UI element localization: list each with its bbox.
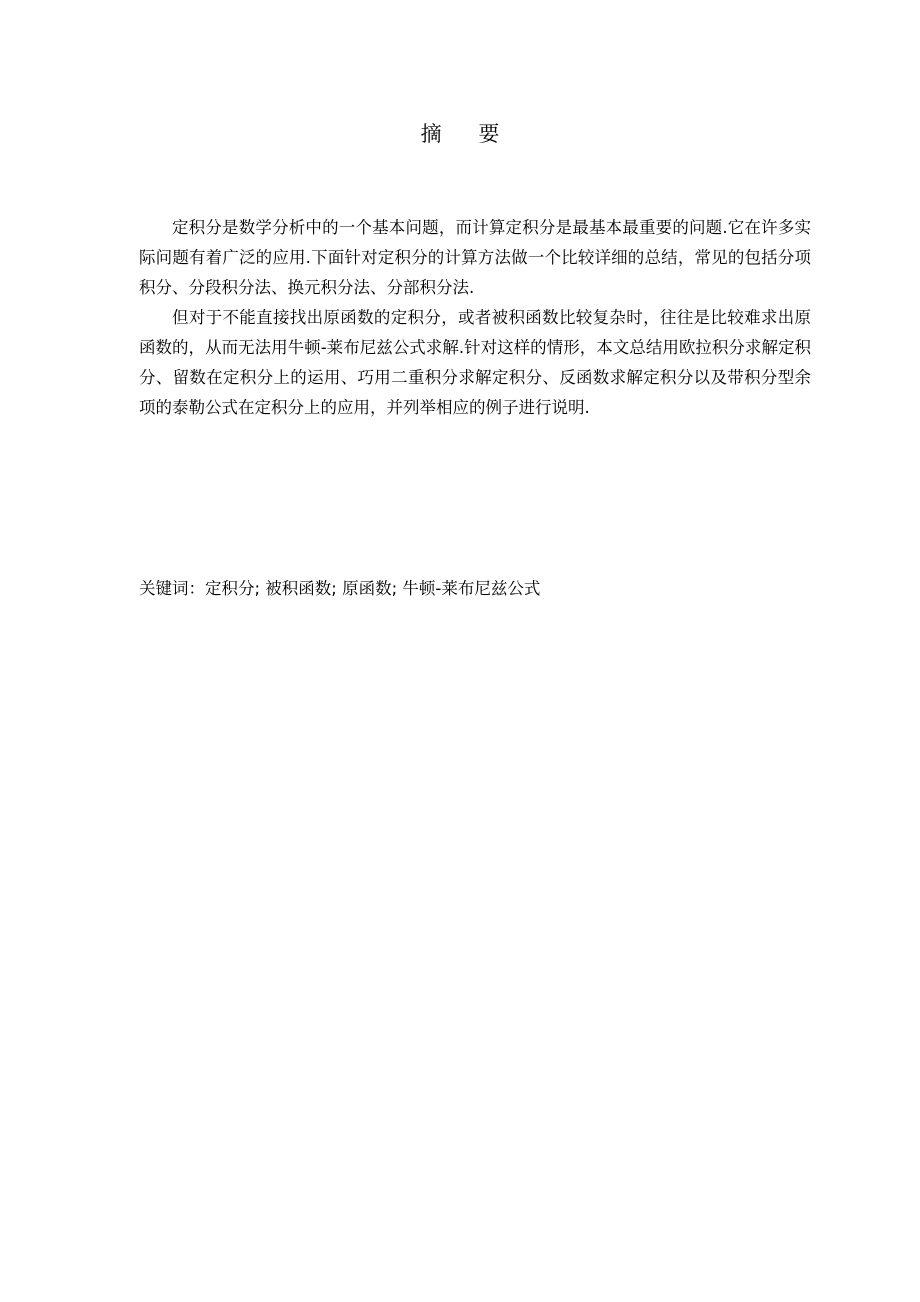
keywords-list: 定积分; 被积函数; 原函数; 牛顿-莱布尼兹公式 <box>205 579 541 598</box>
keywords-line <box>139 574 811 604</box>
abstract-paragraph-1: 定积分是数学分析中的一个基本问题，而计算定积分是最基本最重要的问题.它在许多实际问题有着广泛的应用.下面针对定积分的计算方法做一个比较详细的总结，常见的包括分项积分、分段积分法、换元积分法、分部积分法. <box>139 218 811 297</box>
abstract-paragraph-2: 但对于不能直接找出原函数的定积分，或者被积函数比较复杂时，往往是比较难求出原函数的，从而无法用牛顿-莱布尼兹公式求解.针对这样的情形，本文总结用欧拉积分求解定积分、留数在定积分上的运用、巧用二重积分求解定积分、反函数求解定积分以及带积分型余项的泰勒公式在定积分上的应用，并列举相应的例子进行说明. <box>139 308 811 417</box>
keywords-label: 关键词： <box>139 579 205 598</box>
abstract-title: 摘 要 <box>420 122 515 146</box>
abstract-body <box>139 213 811 423</box>
